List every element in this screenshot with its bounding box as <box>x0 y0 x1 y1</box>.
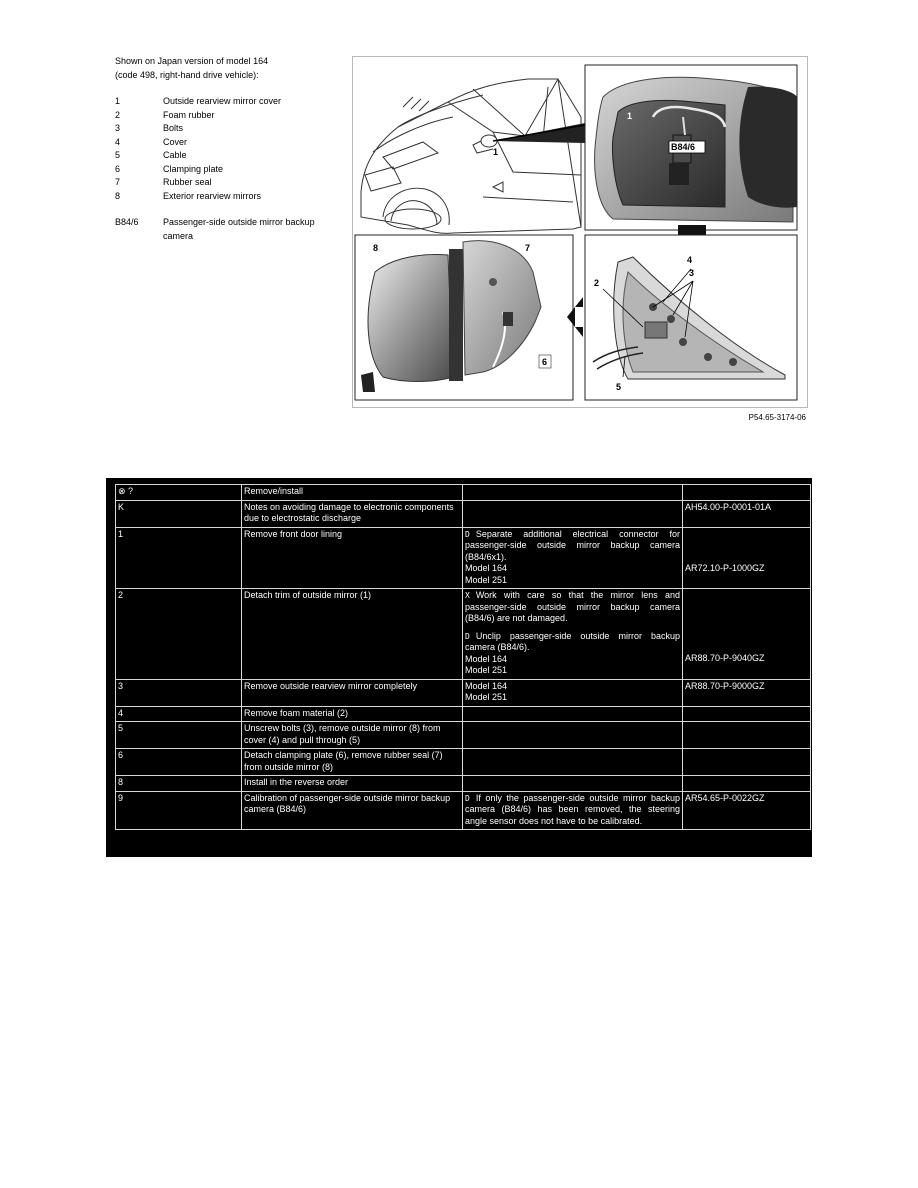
legend-number: 1 <box>115 96 121 106</box>
note-text: Separate additional electrical connector for passenger-side outside mirror backup camera (B84/6x1). <box>465 528 680 562</box>
legend-number: 5 <box>115 150 121 160</box>
note-line <box>465 631 680 654</box>
step-reference-cell: AH54.00-P-0001-01A <box>683 500 811 527</box>
step-reference-cell <box>683 706 811 722</box>
legend-number: 8 <box>115 190 121 201</box>
callout-2: 2 <box>594 278 600 288</box>
callout-1-photo: 1 <box>627 111 633 121</box>
legend-text: Passenger-side outside mirror backup camera <box>163 217 315 241</box>
note-text: Unclip passenger-side outside mirror backup camera (B84/6). <box>465 630 680 652</box>
note-text: Model 251 <box>465 665 508 675</box>
table-header-row <box>116 485 811 501</box>
note-line <box>465 590 680 625</box>
step-notes-cell <box>463 500 683 527</box>
note-icon: D <box>465 631 470 641</box>
step-number-cell: 8 <box>116 776 242 792</box>
callout-4: 4 <box>687 255 693 265</box>
header-cell-reference <box>683 485 811 501</box>
step-reference-cell: AR88.70-P-9000GZ <box>683 679 811 706</box>
callout-1-car: 1 <box>493 147 499 157</box>
table-row <box>116 722 811 749</box>
callout-3: 3 <box>689 268 695 278</box>
legend-item <box>115 122 335 136</box>
note-line <box>465 692 680 704</box>
legend-text: Foam rubber <box>163 109 215 120</box>
legend-number: 6 <box>115 163 121 174</box>
legend-number: 7 <box>115 177 121 187</box>
step-notes-cell <box>463 527 683 589</box>
step-action-cell: Detach trim of outside mirror (1) <box>242 589 463 680</box>
table-row <box>116 527 811 589</box>
step-number-cell: 3 <box>116 679 242 706</box>
table-row <box>116 589 811 680</box>
legend-item <box>115 95 335 109</box>
note-icon: D <box>465 793 470 803</box>
callout-5: 5 <box>616 382 622 392</box>
legend-item <box>115 163 335 177</box>
note-text: Model 251 <box>465 692 508 702</box>
step-number-cell: 4 <box>116 706 242 722</box>
illustration-drawing <box>353 57 807 407</box>
step-reference-cell: AR54.65-P-0022GZ <box>683 791 811 830</box>
note-line <box>465 654 680 666</box>
legend-item <box>115 149 335 163</box>
figure-caption: P54.65-3174-06 <box>748 413 806 422</box>
legend-number: 4 <box>115 136 121 147</box>
note-text: Model 164 <box>465 653 508 664</box>
note-line <box>465 681 680 693</box>
step-action-cell: Detach clamping plate (6), remove rubber seal (7) from outside mirror (8) <box>242 749 463 776</box>
table-row <box>116 679 811 706</box>
note-line <box>465 563 680 575</box>
legend-text: Rubber seal <box>163 177 212 187</box>
table-row <box>116 776 811 792</box>
procedure-table-panel <box>106 478 812 857</box>
step-reference-cell: AR72.10-P-1000GZ <box>683 527 811 589</box>
header-cell-symbols: ⊗ ? <box>116 485 242 501</box>
note-text: Model 164 <box>465 563 508 573</box>
step-number-cell: K <box>116 500 242 527</box>
step-notes-cell <box>463 706 683 722</box>
note-line <box>465 793 680 828</box>
table-row <box>116 749 811 776</box>
legend-intro: Shown on Japan version of model 164 (code 498, right-hand drive vehicle): <box>115 56 269 80</box>
legend-text: Cover <box>163 136 188 147</box>
legend-text: Bolts <box>163 123 184 133</box>
legend-item <box>115 190 335 204</box>
step-number-cell: 2 <box>116 589 242 680</box>
step-number-cell: 1 <box>116 527 242 589</box>
note-text: Model 251 <box>465 574 508 585</box>
step-action-cell: Remove front door lining <box>242 527 463 589</box>
note-line <box>465 665 680 677</box>
step-reference-cell <box>683 749 811 776</box>
step-notes-cell <box>463 749 683 776</box>
step-notes-cell <box>463 791 683 830</box>
legend-item <box>115 136 335 150</box>
step-number-cell: 5 <box>116 722 242 749</box>
note-text: If only the passenger-side outside mirror backup camera (B84/6) has been removed, the steering angle sensor does not have to be calibrated. <box>465 792 680 826</box>
legend-item <box>115 109 335 123</box>
mirror-housing-photo <box>595 77 797 222</box>
step-notes-cell <box>463 679 683 706</box>
table-row <box>116 791 811 830</box>
step-notes-cell <box>463 589 683 680</box>
caution-icon: X <box>465 591 470 600</box>
note-line <box>465 575 680 587</box>
step-reference-cell: AR88.70-P-9040GZ <box>683 589 811 680</box>
step-number-cell: 9 <box>116 791 242 830</box>
legend-text: Exterior rearview mirrors <box>163 190 262 201</box>
callout-7: 7 <box>525 243 531 253</box>
step-action-cell: Install in the reverse order <box>242 776 463 792</box>
note-icon: D <box>465 529 470 539</box>
table-row <box>116 500 811 527</box>
note-line <box>465 529 680 564</box>
step-action-cell: Calibration of passenger-side outside mirror backup camera (B84/6) <box>242 791 463 830</box>
note-text: Model 164 <box>465 680 508 691</box>
procedure-table <box>115 484 811 830</box>
step-number-cell: 6 <box>116 749 242 776</box>
step-reference-cell <box>683 722 811 749</box>
legend-text: Cable <box>163 150 187 160</box>
illustration <box>352 56 808 408</box>
callout-b84-6: B84/6 <box>671 142 696 152</box>
legend-item <box>115 216 335 243</box>
step-reference-cell <box>683 776 811 792</box>
legend-text: Clamping plate <box>163 163 224 174</box>
step-action-cell: Remove foam material (2) <box>242 706 463 722</box>
table-row <box>116 706 811 722</box>
figure-legend <box>115 55 335 243</box>
step-notes-cell <box>463 776 683 792</box>
legend-item <box>115 176 335 190</box>
callout-6: 6 <box>542 357 548 367</box>
car-drawing <box>361 79 581 233</box>
step-action-cell: Remove outside rearview mirror completely <box>242 679 463 706</box>
step-notes-cell <box>463 722 683 749</box>
step-action-cell: Unscrew bolts (3), remove outside mirror (8) from cover (4) and pull through (5) <box>242 722 463 749</box>
legend-number: B84/6 <box>115 217 139 227</box>
legend-number: 2 <box>115 109 121 120</box>
step-action-cell: Notes on avoiding damage to electronic components due to electrostatic discharge <box>242 500 463 527</box>
header-cell-title: Remove/install <box>242 485 463 501</box>
legend-text: Outside rearview mirror cover <box>163 96 282 106</box>
callout-8: 8 <box>373 243 379 253</box>
legend-number: 3 <box>115 123 121 133</box>
header-cell-notes <box>463 485 683 501</box>
note-text: Work with care so that the mirror lens and passenger-side outside mirror backup camera (B84/6) are not damaged. <box>465 590 680 623</box>
